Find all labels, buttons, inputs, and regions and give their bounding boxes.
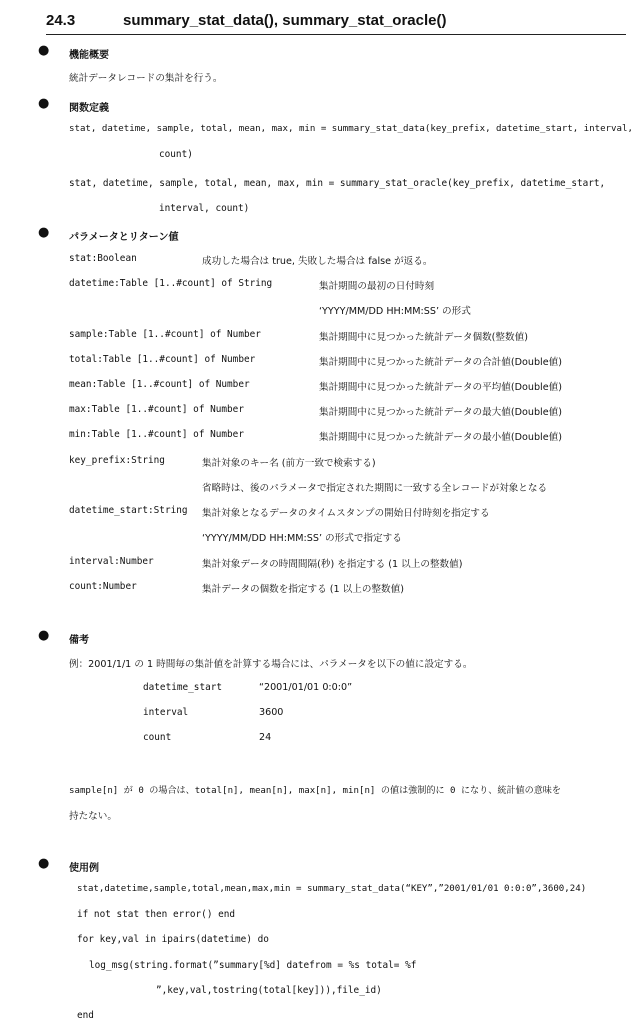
param-desc: 集計対象データの時間間隔(秒) を指定する (1 以上の整数値) (202, 559, 463, 570)
code-line: log_msg(string.format(”summary[%d] datefrom = %s total= %f (89, 960, 417, 971)
code-line: for key,val in ipairs(datetime) do (77, 934, 269, 945)
param-desc: 集計期間の最初の日付時刻 (319, 281, 435, 292)
param-desc: 集計期間中に見つかった統計データの平均値(Double値) (319, 382, 562, 393)
code-line: ”,key,val,tostring(total[key])),file_id) (156, 985, 382, 996)
param-name: datetime:Table [1..#count] of String (69, 278, 273, 289)
section-heading: summary_stat_data(), summary_stat_oracle() (123, 12, 447, 29)
remarks-intro: 例：2001/1/1 の 1 時間毎の集計値を計算する場合には、パラメータを以下の値に設定する。 (69, 659, 473, 670)
setting-name: count (143, 732, 172, 743)
code-line: end (77, 1010, 94, 1021)
param-name: datetime_start:String (69, 505, 188, 516)
definition-line-1-cont: count) (159, 149, 193, 160)
param-name: count:Number (69, 581, 137, 592)
param-desc: 集計対象のキー名 (前方一致で検索する) (202, 458, 376, 469)
overview-text: 統計データレコードの集計を行う。 (69, 73, 223, 84)
param-desc: ‘YYYY/MM/DD HH:MM:SS’ の形式で指定する (202, 533, 402, 544)
param-name: max:Table [1..#count] of Number (69, 404, 244, 415)
setting-value: 24 (259, 732, 272, 743)
definition-line-1: stat, datetime, sample, total, mean, max, min = summary_stat_data(key_prefix, datetime_start, interval, (69, 124, 633, 134)
setting-name: interval (143, 707, 189, 718)
definition-line-2: stat, datetime, sample, total, mean, max, min = summary_stat_oracle(key_prefix, datetime_start, (69, 178, 606, 189)
setting-value: 3600 (259, 707, 284, 718)
param-name: total:Table [1..#count] of Number (69, 354, 256, 365)
param-desc: 成功した場合は true, 失敗した場合は false が返る。 (202, 256, 433, 267)
remarks-heading: 備考 (69, 635, 89, 646)
setting-name: datetime_start (143, 682, 223, 693)
section-title (46, 8, 626, 35)
param-name: key_prefix:String (69, 455, 165, 466)
param-desc: 集計対象となるデータのタイムスタンプの開始日付時刻を指定する (202, 508, 490, 519)
overview-heading: 機能概要 (69, 50, 109, 61)
param-name: stat:Boolean (69, 253, 137, 264)
remarks-note-cont: 持たない。 (69, 811, 117, 822)
param-desc: 集計期間中に見つかった統計データの最大値(Double値) (319, 407, 562, 418)
example-heading: 使用例 (69, 863, 99, 874)
code-line: if not stat then error() end (77, 909, 236, 920)
param-desc: 集計データの個数を指定する (1 以上の整数値) (202, 584, 404, 595)
param-desc: 集計期間中に見つかった統計データの合計値(Double値) (319, 357, 562, 368)
params-heading: パラメータとリターン値 (69, 232, 179, 243)
param-name: interval:Number (69, 556, 154, 567)
setting-value: “2001/01/01 0:0:0” (259, 682, 353, 693)
bullet-icon: ● (38, 96, 50, 111)
remarks-note: sample[n] が 0 の場合は、total[n], mean[n], max[n], min[n] の値は強制的に 0 になり、統計値の意味を (69, 786, 561, 796)
bullet-icon: ● (38, 43, 50, 58)
param-name: min:Table [1..#count] of Number (69, 429, 244, 440)
param-name: mean:Table [1..#count] of Number (69, 379, 250, 390)
bullet-icon: ● (38, 628, 50, 643)
param-desc: 省略時は、後のパラメータで指定された期間に一致する全レコードが対象となる (202, 483, 548, 494)
bullet-icon: ● (38, 856, 50, 871)
section-number: 24.3 (46, 12, 76, 29)
param-desc: 集計期間中に見つかった統計データの最小値(Double値) (319, 432, 562, 443)
param-desc: 集計期間中に見つかった統計データ個数(整数値) (319, 332, 528, 343)
definition-line-2-cont: interval, count) (159, 203, 250, 214)
code-line: stat,datetime,sample,total,mean,max,min = summary_stat_data(“KEY”,”2001/01/01 0:0:0”,3600,24) (77, 884, 587, 894)
bullet-icon: ● (38, 225, 50, 240)
definition-heading: 関数定義 (69, 103, 109, 114)
param-name: sample:Table [1..#count] of Number (69, 329, 261, 340)
param-desc: ‘YYYY/MM/DD HH:MM:SS’ の形式 (319, 306, 471, 317)
